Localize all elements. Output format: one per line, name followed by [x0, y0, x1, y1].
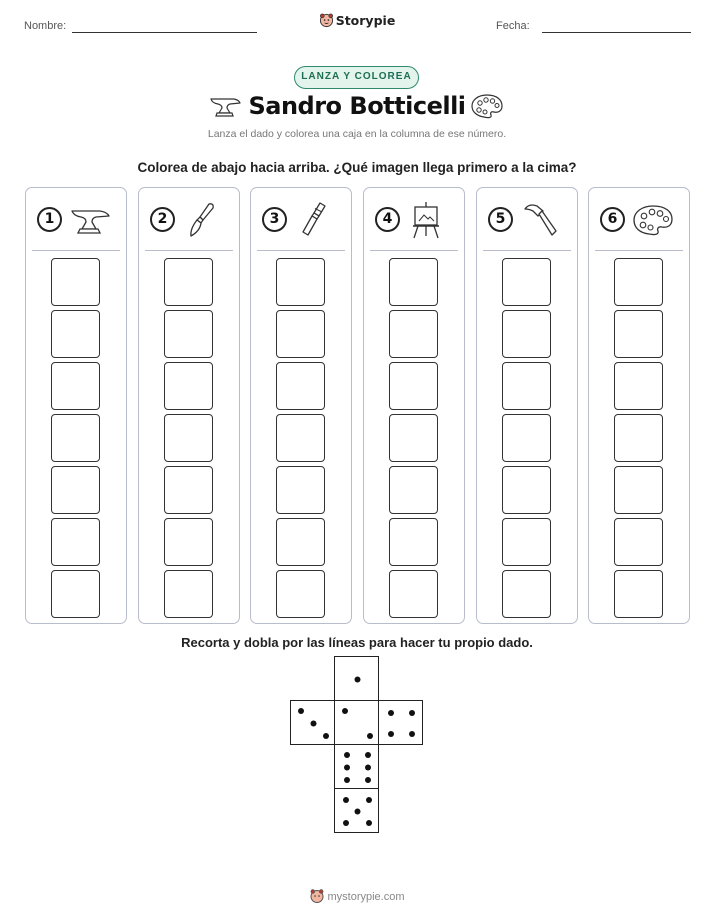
color-box[interactable]	[51, 258, 100, 306]
category-badge: LANZA Y COLOREA	[294, 66, 419, 89]
hammer-icon	[519, 200, 559, 245]
column-divider	[370, 250, 458, 251]
name-label: Nombre:	[24, 20, 67, 32]
color-box[interactable]	[276, 518, 325, 566]
color-box[interactable]	[276, 362, 325, 410]
color-box[interactable]	[502, 258, 551, 306]
column-5	[476, 187, 578, 624]
color-box[interactable]	[164, 362, 213, 410]
color-box[interactable]	[614, 362, 663, 410]
color-box[interactable]	[51, 570, 100, 618]
storypie-mascot-icon	[319, 13, 334, 28]
color-box[interactable]	[614, 466, 663, 514]
date-line[interactable]	[542, 32, 691, 33]
column-6	[588, 187, 690, 624]
column-1	[25, 187, 127, 624]
column-number: 3	[262, 207, 287, 232]
color-box[interactable]	[389, 414, 438, 462]
color-box[interactable]	[164, 310, 213, 358]
column-divider	[595, 250, 683, 251]
color-box[interactable]	[614, 570, 663, 618]
instruction: Colorea de abajo hacia arriba. ¿Qué imagen llega primero a la cima?	[137, 160, 577, 175]
paintbrush-icon	[181, 200, 221, 245]
die-face-6	[334, 744, 379, 789]
color-box[interactable]	[276, 414, 325, 462]
color-box[interactable]	[51, 362, 100, 410]
die-instruction: Recorta y dobla por las líneas para hacer tu propio dado.	[181, 635, 533, 650]
column-divider	[145, 250, 233, 251]
color-box[interactable]	[614, 310, 663, 358]
easel-icon	[406, 200, 446, 245]
storypie-mascot-icon	[309, 888, 325, 904]
color-box[interactable]	[389, 518, 438, 566]
brand-logo	[0, 13, 714, 28]
color-box[interactable]	[614, 518, 663, 566]
die-face-3	[290, 700, 335, 745]
color-box[interactable]	[614, 414, 663, 462]
palette-icon	[631, 200, 675, 245]
color-box[interactable]	[502, 414, 551, 462]
color-box[interactable]	[164, 466, 213, 514]
date-label: Fecha:	[496, 20, 530, 32]
anvil-icon	[68, 200, 112, 245]
column-divider	[483, 250, 571, 251]
color-box[interactable]	[51, 466, 100, 514]
color-box[interactable]	[389, 570, 438, 618]
palette-icon	[470, 92, 504, 125]
column-3	[250, 187, 352, 624]
color-box[interactable]	[276, 310, 325, 358]
color-box[interactable]	[51, 310, 100, 358]
color-box[interactable]	[502, 362, 551, 410]
chisel-icon	[293, 200, 333, 245]
color-box[interactable]	[276, 570, 325, 618]
column-number: 5	[488, 207, 513, 232]
color-box[interactable]	[164, 570, 213, 618]
color-box[interactable]	[502, 570, 551, 618]
color-box[interactable]	[51, 414, 100, 462]
page-title: Sandro Botticelli	[248, 92, 466, 120]
color-box[interactable]	[502, 518, 551, 566]
color-box[interactable]	[614, 258, 663, 306]
color-box[interactable]	[276, 466, 325, 514]
column-divider	[32, 250, 120, 251]
column-2	[138, 187, 240, 624]
column-4	[363, 187, 465, 624]
name-line[interactable]	[72, 32, 257, 33]
die-face-2	[334, 700, 379, 745]
color-box[interactable]	[164, 258, 213, 306]
column-number: 1	[37, 207, 62, 232]
color-box[interactable]	[389, 258, 438, 306]
brand-name: Storypie	[335, 13, 396, 28]
subtitle: Lanza el dado y colorea una caja en la columna de ese número.	[207, 128, 507, 140]
color-box[interactable]	[276, 258, 325, 306]
color-box[interactable]	[502, 466, 551, 514]
color-box[interactable]	[164, 518, 213, 566]
die-face-1	[334, 656, 379, 701]
column-divider	[257, 250, 345, 251]
footer-url[interactable]: mystorypie.com	[327, 891, 405, 903]
color-box[interactable]	[51, 518, 100, 566]
footer	[0, 888, 714, 904]
column-number: 4	[375, 207, 400, 232]
color-box[interactable]	[389, 310, 438, 358]
color-box[interactable]	[164, 414, 213, 462]
die-face-4	[378, 700, 423, 745]
color-box[interactable]	[389, 362, 438, 410]
color-box[interactable]	[389, 466, 438, 514]
color-box[interactable]	[502, 310, 551, 358]
die-face-5	[334, 788, 379, 833]
column-number: 2	[150, 207, 175, 232]
column-number: 6	[600, 207, 625, 232]
